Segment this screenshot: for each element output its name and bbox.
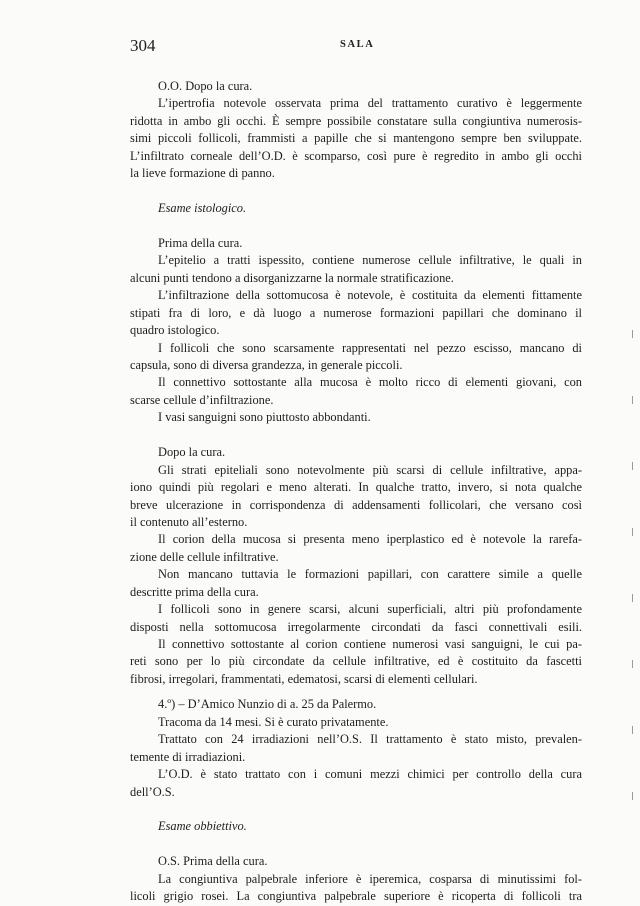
text-line: Tracoma da 14 mesi. Si è curato privatamente. xyxy=(158,714,389,729)
text-line: il contenuto all’esterno. xyxy=(130,514,248,529)
text-line: ridotta in ambo gli occhi. È sempre possibile constatare sulla congiuntiva numerosis- xyxy=(130,113,582,128)
text-line: scarse cellule d’infiltrazione. xyxy=(130,392,274,407)
text-line: La congiuntiva palpebrale inferiore è iperemica, cosparsa di minutissimi fol- xyxy=(158,871,582,886)
text-line: dell’O.S. xyxy=(130,784,175,799)
body-text xyxy=(130,78,582,906)
text-line: Dopo la cura. xyxy=(158,445,226,460)
text-line: stipati fra di loro, e dà luogo a numerose formazioni papillari che dominano il xyxy=(130,305,582,320)
text-line: descritte prima della cura. xyxy=(130,584,259,599)
section-heading-obbiettivo: Esame obbiettivo. xyxy=(158,819,247,834)
spacer xyxy=(130,427,582,444)
spacer xyxy=(130,218,582,235)
case-heading: 4.º) – D’Amico Nunzio di a. 25 da Palermo. xyxy=(158,697,377,712)
text-line: temente di irradiazioni. xyxy=(130,749,246,764)
text-line: simi piccoli follicoli, frammisti a papille che si mantengono sempre ben sviluppate. xyxy=(130,131,582,146)
section-heading-istologico: Esame istologico. xyxy=(158,201,247,216)
text-line: Non mancano tuttavia le formazioni papillari, con carattere simile a quelle xyxy=(158,567,582,582)
text-line: licoli grigio rosei. La congiuntiva palpebrale superiore è ricoperta di follicoli tra xyxy=(130,889,582,904)
text-line: capsula, sono di diversa grandezza, in generale piccoli. xyxy=(130,358,403,372)
text-line: disposti nella sottomucosa irregolarmente circondati da fasci connettivali esili. xyxy=(130,619,582,634)
text-line: L’O.D. è stato trattato con i comuni mezzi chimici per controllo della cura xyxy=(158,767,582,782)
text-line: I vasi sanguigni sono piuttosto abbondanti. xyxy=(158,410,371,425)
text-line: iono quindi più regolari e meno alterati. In qualche tratto, invero, si nota qualche xyxy=(130,480,582,495)
text-line: L’epitelio a tratti ispessito, contiene numerose cellule infiltrative, le quali in xyxy=(158,253,582,268)
scan-margin-marks xyxy=(632,330,636,870)
page-number: 304 xyxy=(130,36,156,55)
text-line: reti sono per lo più circondate da cellule infiltrative, ed è costituito da fascetti xyxy=(130,654,582,669)
running-head: SALA xyxy=(340,39,375,50)
text-line: Prima della cura. xyxy=(158,235,243,250)
text-line: I follicoli sono in genere scarsi, alcuni superficiali, altri più profondamente xyxy=(158,602,582,617)
text-line: Il connettivo sottostante al corion contiene numerosi vasi sanguigni, le cui pa- xyxy=(158,637,582,651)
text-line: O.O. Dopo la cura. xyxy=(158,79,253,93)
spacer xyxy=(130,801,582,818)
text-line: Il connettivo sottostante alla mucosa è molto ricco di elementi giovani, con xyxy=(158,375,582,390)
text-line: L’ipertrofia notevole osservata prima del trattamento curativo è leggermente xyxy=(158,96,582,111)
text-line: Trattato con 24 irradiazioni nell’O.S. Il trattamento è stato misto, prevalen- xyxy=(158,732,582,747)
text-line: L’infiltrazione della sottomucosa è notevole, è costituita da elementi fittamente xyxy=(158,288,582,303)
text-line: alcuni punti tendono a disorganizzarne la normale stratificazione. xyxy=(130,270,454,285)
text-line: quadro istologico. xyxy=(130,323,220,338)
text-line: L’infiltrato corneale dell’O.D. è scomparso, così pure è regredito in ambo gli occhi xyxy=(130,148,582,163)
page-header xyxy=(130,36,582,60)
spacer xyxy=(130,688,582,696)
text-line: I follicoli che sono scarsamente rappresentati nel pezzo escisso, mancano di xyxy=(158,340,582,355)
text-line: breve ulcerazione in corrispondenza di addensamenti follicolari, che versano così xyxy=(130,497,582,512)
spacer xyxy=(130,836,582,853)
text-line: fibrosi, irregolari, frammentati, edematosi, scarsi di elementi cellulari. xyxy=(130,671,478,686)
text-line: Il corion della mucosa si presenta meno iperplastico ed è notevole la rarefa- xyxy=(158,532,582,547)
text-line: la lieve formazione di panno. xyxy=(130,166,275,181)
text-line: Gli strati epiteliali sono notevolmente più scarsi di cellule infiltrative, appa- xyxy=(158,462,582,477)
text-line: O.S. Prima della cura. xyxy=(158,854,268,869)
spacer xyxy=(130,183,582,200)
text-line: zione delle cellule infiltrative. xyxy=(130,549,279,564)
